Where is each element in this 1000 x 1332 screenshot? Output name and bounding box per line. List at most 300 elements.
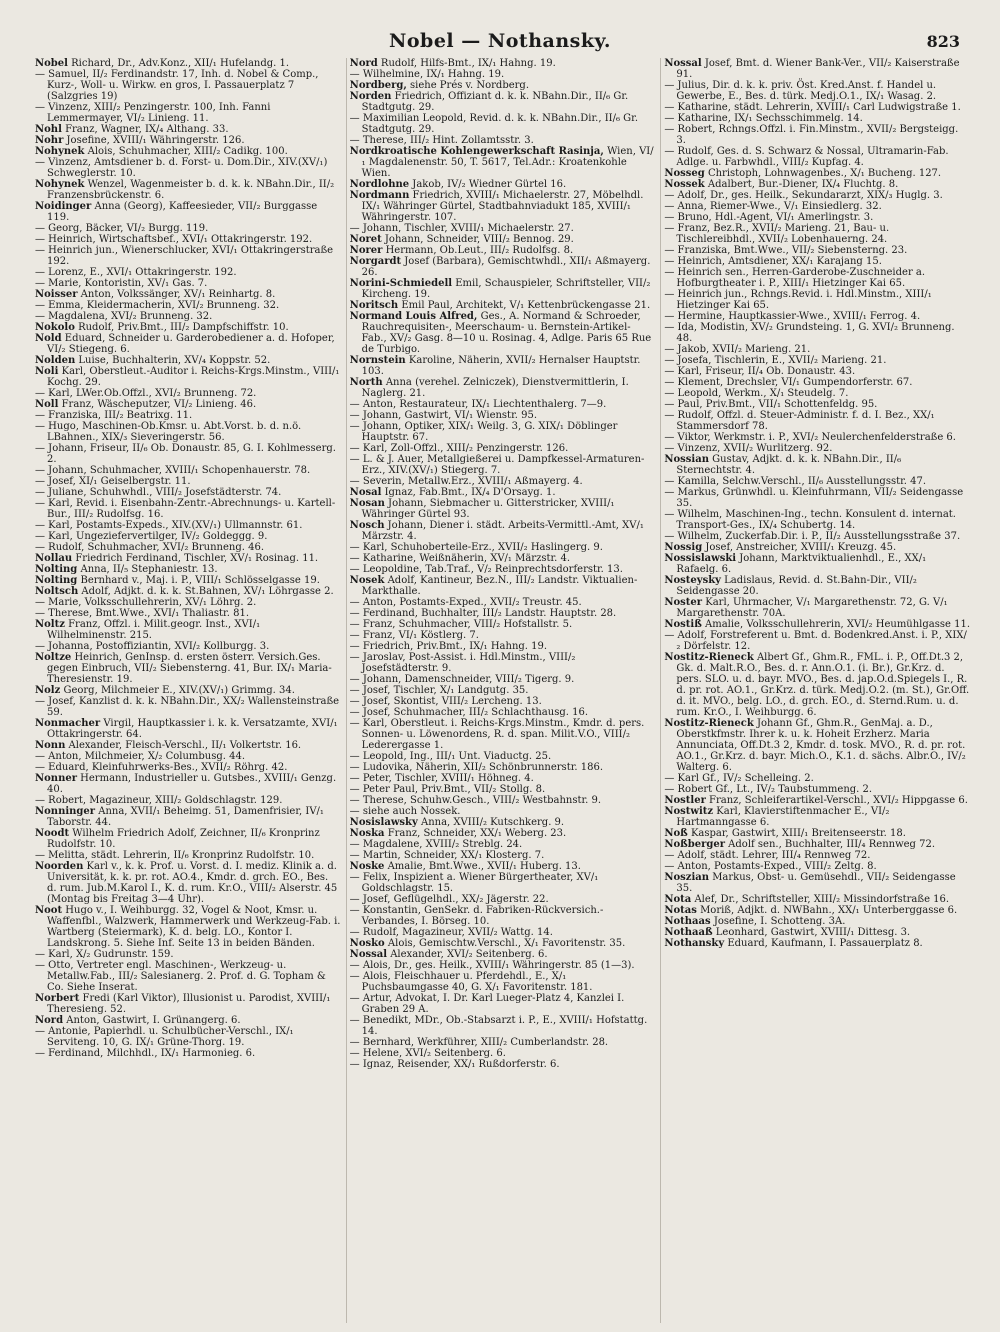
directory-entry <box>350 817 656 828</box>
entry-surname: Noltsch <box>35 586 79 597</box>
entry-surname: Norer <box>349 245 383 256</box>
directory-entry <box>350 762 656 773</box>
entry-surname: Nohynek <box>35 146 85 157</box>
directory-entry <box>664 509 970 531</box>
entry-details: — Johann, Damenschneider, VIII/₂ Tigerg. 9. <box>349 674 575 685</box>
directory-entry <box>35 960 341 993</box>
directory-entry <box>350 674 656 685</box>
entry-details: — Josef, Kanzlist d. k. k. NBahn.Dir., XX/₂ Wallensteinstraße 59. <box>35 696 340 718</box>
directory-entry <box>350 641 656 652</box>
entry-details: — Viktor, Werkmstr. i. P., XVI/₂ Neulerchenfelderstraße 6. <box>664 432 956 443</box>
entry-details: Alef, Dr., Schriftsteller, XIII/₂ Missindorfstraße 16. <box>691 894 950 905</box>
directory-entry <box>35 366 341 388</box>
entry-details: — Peter, Tischler, XVIII/₁ Höhneg. 4. <box>349 773 534 784</box>
entry-surname: Nordlohne <box>349 179 410 190</box>
entry-details: — Ida, Modistin, XV/₂ Grundsteing. 1, G. XVI/₂ Brunneng. 48. <box>664 322 955 344</box>
directory-entry <box>664 476 970 487</box>
entry-details: Anton, Volkssänger, XV/₁ Reinhartg. 8. <box>77 289 276 300</box>
directory-entry <box>664 201 970 212</box>
entry-details: Albert Gf., Ghm.R., FML. i. P., Off.Dt.3 2, Gk. d. Malt.R.O., Bes. d. r. Ann.O.1. (i. Br.), Gr.Krz. d. pers. SLO. u. d. bayr. MVO., Bes. d. jap.O.d.Spiegels I., R. d. pr. rot. AO.1., Gr.Krz. d. türk. Medj.O.2. (m. St.), Gr.Off. d. it. MVO., belg. LO., d. grch. EO., d. Sternd.Rum. u. d. rum. Kr.O., I. Weihburgg. 6. <box>676 652 970 718</box>
entry-surname: Nordkroatische Kohlengewerkschaft Rasinja, <box>349 146 604 157</box>
entry-details: — Magdalena, XVI/₂ Brunneng. 32. <box>35 311 213 322</box>
directory-entry <box>350 223 656 234</box>
entry-details: — Wilhelmine, IX/₁ Hahng. 19. <box>349 69 505 80</box>
directory-entry <box>35 157 341 179</box>
entry-surname: Noszian <box>664 872 710 883</box>
entry-surname: Nokolo <box>35 322 75 333</box>
directory-entry <box>664 311 970 322</box>
directory-entry <box>35 388 341 399</box>
entry-details: Franz, Offzl. i. Milit.geogr. Inst., XVI/₁ Wilhelminenstr. 215. <box>47 619 261 641</box>
column-1 <box>35 58 341 1323</box>
entry-details: Emil Paul, Architekt, V/₁ Kettenbrückengasse 21. <box>398 300 651 311</box>
directory-entry <box>350 135 656 146</box>
entry-details: — Johann, Gastwirt, VI/₁ Wienstr. 95. <box>349 410 538 421</box>
entry-details: — Franziska, Bmt.Wwe., VII/₂ Siebensterng. 23. <box>664 245 908 256</box>
entry-surname: Nosseg <box>664 168 705 179</box>
entry-details: — Franz, Schuhmacher, VIII/₂ Hofstallstr. 5. <box>349 619 573 630</box>
directory-entry <box>664 190 970 201</box>
entry-surname: Nosteysky <box>664 575 721 586</box>
directory-entry <box>350 234 656 245</box>
entry-details: — Heinrich jun., Rchngs.Revid. i. Hdl.Minstm., XIII/₁ Hietzinger Kai 65. <box>664 289 932 311</box>
directory-entry <box>664 146 970 168</box>
directory-entry <box>350 608 656 619</box>
directory-entry <box>350 861 656 872</box>
entry-surname: Nostitz-Rieneck <box>664 718 754 729</box>
directory-entry <box>350 256 656 278</box>
entry-details: Karoline, Näherin, XVII/₂ Hernalser Hauptstr. 103. <box>361 355 641 377</box>
directory-entry <box>664 245 970 256</box>
directory-entry <box>664 399 970 410</box>
entry-details: — Rudolf, Offzl. d. Steuer-Administr. f. d. I. Bez., XX/₁ Stammersdorf 78. <box>664 410 935 432</box>
entry-details: — Magdalene, XVIII/₂ Streblg. 24. <box>349 839 523 850</box>
directory-entry <box>664 366 970 377</box>
entry-surname: Nolting <box>35 564 78 575</box>
directory-entry <box>35 608 341 619</box>
directory-entry <box>35 399 341 410</box>
entry-details: Hugo v., I. Weihburgg. 32, Vogel & Noot, Kmsr. u. Waffenfbl., Walzwerk, Hammerwerk und Werkzeug-Fab. i. Wartberg (Steiermark), K. d. belg. LO., Kontor I. Landskrong. 5. Siehe Inf. Seite 13 in beiden Bänden. <box>47 905 341 949</box>
directory-entry <box>35 850 341 861</box>
directory-entry <box>664 124 970 146</box>
entry-details: Moriß, Adjkt. d. NWBahn., XX/₁ Unterberggasse 6. <box>696 905 958 916</box>
entry-details: — Franz, VI/₁ Köstlerg. 7. <box>349 630 479 641</box>
entry-details: — Felix, Inspizient a. Wiener Bürgertheater, XV/₁ Goldschlagstr. 15. <box>349 872 599 894</box>
entry-surname: Nolz <box>35 685 61 696</box>
directory-entry <box>35 520 341 531</box>
directory-entry <box>664 322 970 344</box>
directory-entry <box>35 201 341 223</box>
entry-details: — Therese, Bmt.Wwe., XVI/₁ Thaliastr. 81. <box>35 608 250 619</box>
directory-entry <box>350 707 656 718</box>
entry-surname: Notas <box>664 905 697 916</box>
entry-details: — Anna, Riemer-Wwe., V/₁ Einsiedlerg. 32. <box>664 201 882 212</box>
directory-entry <box>350 421 656 443</box>
directory-entry <box>35 135 341 146</box>
directory-entry <box>350 520 656 542</box>
directory-entry <box>35 751 341 762</box>
directory-entry <box>35 102 341 124</box>
directory-entry <box>35 1015 341 1026</box>
directory-entry <box>35 553 341 564</box>
entry-details: — Antonie, Papierhdl. u. Schulbücher-Verschl., IX/₁ Serviteng. 10, G. IX/₁ Grüne-Thorg. 19. <box>35 1026 294 1048</box>
directory-entry <box>35 69 341 102</box>
entry-details: — Josef, Geflügelhdl., XX/₂ Jägerstr. 22. <box>349 894 549 905</box>
directory-entry <box>350 872 656 894</box>
entry-surname: Noot <box>35 905 63 916</box>
entry-details: Ladislaus, Revid. d. St.Bahn-Dir., VII/₂ Seidengasse 20. <box>676 575 917 597</box>
directory-entry <box>664 377 970 388</box>
entry-details: — Samuel, II/₂ Ferdinandstr. 17, Inh. d. Nobel & Comp., Kurz-, Woll- u. Wirkw. en gros, I. Passauerplatz 7 (Salzgries 19) <box>35 69 319 102</box>
entry-details: — Adolf, Dr., ges. Heilk., Sekundararzt, XIX/₃ Huglg. 3. <box>664 190 943 201</box>
entry-details: Luise, Buchhalterin, XV/₄ Koppstr. 52. <box>75 355 271 366</box>
directory-entry <box>35 861 341 905</box>
directory-entry <box>350 971 656 993</box>
entry-details: Adolf sen., Buchhalter, III/₄ Rennweg 72. <box>725 839 936 850</box>
directory-entry <box>35 641 341 652</box>
entry-details: Wenzel, Wagenmeister b. d. k. k. NBahn.Dir., II/₂ Franzensbrückenstr. 6. <box>47 179 335 201</box>
entry-surname: Nordberg, <box>349 80 407 91</box>
entry-details: — Jakob, XVII/₂ Marieng. 21. <box>664 344 811 355</box>
directory-entry <box>35 531 341 542</box>
entry-details: — Paul, Priv.Bmt., VII/₁ Schottenfeldg. 95. <box>664 399 878 410</box>
entry-surname: Nossig <box>664 542 703 553</box>
entry-details: — Marie, Volksschullehrerin, XV/₁ Löhrg. 2. <box>35 597 257 608</box>
entry-details: — Leopold, Ing., III/₁ Unt. Viaductg. 25. <box>349 751 552 762</box>
directory-entry <box>664 168 970 179</box>
entry-surname: Nornstein <box>349 355 406 366</box>
directory-entry <box>350 828 656 839</box>
entry-details: Anna, XVII/₁ Beheimg. 51, Damenfrisier, IV/₁ Taborstr. 44. <box>47 806 324 828</box>
entry-details: Hermann, Ob.Leut., III/₂ Rudolfsg. 8. <box>382 245 574 256</box>
entry-details: Markus, Obst- u. Gemüsehdl., VII/₂ Seidengasse 35. <box>676 872 956 894</box>
directory-entry <box>35 773 341 795</box>
directory-entry <box>350 113 656 135</box>
directory-entry <box>35 278 341 289</box>
directory-entry <box>664 454 970 476</box>
directory-entry <box>35 762 341 773</box>
entry-details: — Severin, Metallw.Erz., XVIII/₁ Aßmayerg. 4. <box>349 476 583 487</box>
directory-entry <box>350 1037 656 1048</box>
entry-details: Franz, Wäscheputzer, VI/₂ Linieng. 46. <box>58 399 257 410</box>
directory-entry <box>35 949 341 960</box>
directory-entry <box>664 916 970 927</box>
directory-entry <box>350 377 656 399</box>
directory-entry <box>664 388 970 399</box>
entry-details: — Adolf, Forstreferent u. Bmt. d. Bodenkred.Anst. i. P., XIX/₂ Dörfelstr. 12. <box>664 630 967 652</box>
directory-entry <box>35 905 341 949</box>
entry-details: — Marie, Kontoristin, XV/₁ Gas. 7. <box>35 278 208 289</box>
entry-details: — Adolf, städt. Lehrer, III/₄ Rennweg 72. <box>664 850 871 861</box>
entry-details: — Robert, Magazineur, XIII/₂ Goldschlagstr. 129. <box>35 795 283 806</box>
entry-details: Alois, Schuhmacher, XIII/₂ Cadikg. 100. <box>84 146 288 157</box>
entry-details: Rudolf, Priv.Bmt., III/₂ Dampfschiffstr. 10. <box>74 322 289 333</box>
entry-details: — Vinzenz, XIII/₂ Penzingerstr. 100, Inh. Fanni Lemmermayer, VI/₂ Linieng. 11. <box>35 102 271 124</box>
entry-details: — Karl, Ungeziefervertilger, IV/₂ Goldeggg. 9. <box>35 531 268 542</box>
directory-entry <box>35 575 341 586</box>
entry-details: Anton, Gastwirt, I. Grünangerg. 6. <box>63 1015 241 1026</box>
entry-details: — Johann, Schuhmacher, XVIII/₁ Schopenhauerstr. 78. <box>35 465 311 476</box>
entry-details: Richard, Dr., Adv.Konz., XII/₁ Hufelandg. 1. <box>67 58 290 69</box>
entry-details: Josef, Anstreicher, XVIII/₁ Kreuzg. 45. <box>702 542 897 553</box>
directory-entry <box>350 905 656 927</box>
entry-details: — Johann, Optiker, XIX/₁ Weilg. 3, G. XIX/₁ Döblinger Hauptstr. 67. <box>349 421 618 443</box>
directory-entry <box>35 806 341 828</box>
directory-entry <box>664 432 970 443</box>
directory-entry <box>350 146 656 179</box>
directory-entry <box>350 311 656 355</box>
directory-entry <box>35 311 341 322</box>
directory-entry <box>350 91 656 113</box>
directory-entry <box>35 597 341 608</box>
directory-entry <box>350 443 656 454</box>
directory-entry <box>35 586 341 597</box>
directory-entry <box>35 696 341 718</box>
directory-entry <box>664 773 970 784</box>
directory-entry <box>35 1026 341 1048</box>
directory-entry <box>350 685 656 696</box>
entry-details: — Maximilian Leopold, Revid. d. k. k. NBahn.Dir., II/₆ Gr. Stadtgutg. 29. <box>349 113 639 135</box>
entry-surname: Nossal <box>349 949 388 960</box>
entry-surname: Nobel <box>35 58 68 69</box>
entry-details: Gustav, Adjkt. d. k. k. NBahn.Dir., II/₆ Sternechtstr. 4. <box>676 454 902 476</box>
directory-entry <box>664 487 970 509</box>
entry-details: — Anton, Postamts-Exped., XVII/₂ Treustr. 45. <box>349 597 582 608</box>
entry-surname: Nosislawsky <box>349 817 418 828</box>
entry-details: — Josef, XI/₁ Geiselbergstr. 11. <box>35 476 191 487</box>
directory-entry <box>350 179 656 190</box>
entry-details: — Therese, III/₂ Hint. Zollamtsstr. 3. <box>349 135 534 146</box>
directory-entry <box>664 113 970 124</box>
directory-entry <box>35 828 341 850</box>
directory-entry <box>350 278 656 300</box>
entry-details: — Ferdinand, Milchhdl., IX/₁ Harmonieg. 6. <box>35 1048 256 1059</box>
columns <box>35 58 970 1323</box>
directory-entry <box>664 575 970 597</box>
entry-details: Johann Gf., Ghm.R., GenMaj. a. D., Oberstkfmstr. Ihrer k. u. k. Hoheit Erzherz. Maria Annunciata, Off.Dt.3 2, Kmdr. d. tosk. MVO., R. d. pr. rot. AO.1., Gr.Krz. d. bayr. Mich.O., K.1. d. sächs. Albr.O., IV/₂ Walterg. 6. <box>676 718 966 773</box>
entry-surname: Nosal <box>349 487 382 498</box>
entry-details: — Josefa, Tischlerin, E., XVII/₂ Marieng. 21. <box>664 355 887 366</box>
directory-entry <box>350 619 656 630</box>
entry-surname: Norbert <box>35 993 80 1004</box>
entry-details: — Wilhelm, Zuckerfab.Dir. i. P., II/₂ Ausstellungsstraße 37. <box>664 531 961 542</box>
directory-entry <box>664 938 970 949</box>
entry-details: — siehe auch Nossek. <box>349 806 461 817</box>
entry-details: — Johann, Friseur, II/₆ Ob. Donaustr. 85, G. I. Kohlmesserg. 2. <box>35 443 336 465</box>
entry-surname: Nonn <box>35 740 66 751</box>
entry-surname: Nolden <box>35 355 76 366</box>
directory-entry <box>664 102 970 113</box>
directory-entry <box>664 850 970 861</box>
directory-entry <box>664 619 970 630</box>
entry-surname: Nohr <box>35 135 64 146</box>
entry-details: — Peter Paul, Priv.Bmt., VII/₂ Stollg. 8. <box>349 784 546 795</box>
entry-details: — Kamilla, Selchw.Verschl., II/₆ Ausstellungsstr. 47. <box>664 476 927 487</box>
entry-details: Wien, VI/₁ Magdalenenstr. 50, T. 5617, Tel.Adr.: Kroatenkohle Wien. <box>361 146 654 179</box>
entry-surname: Nolting <box>35 575 78 586</box>
directory-entry <box>350 718 656 751</box>
entry-details: — Helene, XVI/₂ Seitenberg. 6. <box>349 1048 506 1059</box>
directory-entry <box>350 80 656 91</box>
directory-entry <box>35 443 341 465</box>
directory-entry <box>350 806 656 817</box>
directory-entry <box>350 190 656 223</box>
directory-entry <box>35 146 341 157</box>
entry-details: — Alois, Dr., ges. Heilk., XVIII/₁ Währingerstr. 85 (1—3). <box>349 960 635 971</box>
entry-details: Ges., A. Normand & Schroeder, Rauchrequisiten-, Meerschaum- u. Bernstein-Artikel-Fab., XV/₂ Gasg. 8—10 u. Rosinag. 4, Adlge. Paris 65 Rue de Turbigo. <box>361 311 652 355</box>
directory-entry <box>350 630 656 641</box>
entry-surname: Nosan <box>349 498 385 509</box>
directory-entry <box>350 355 656 377</box>
entry-details: — Rudolf, Magazineur, XVII/₂ Wattg. 14. <box>349 927 553 938</box>
entry-details: — Johanna, Postoffiziantin, XVI/₂ Kollburgg. 3. <box>35 641 270 652</box>
entry-surname: Nostler <box>664 795 706 806</box>
entry-details: — Karl, Revid. i. Eisenbahn-Zentr.-Abrechnungs- u. Kartell-Bur., III/₂ Rudolfsg. 16. <box>35 498 336 520</box>
directory-entry <box>350 784 656 795</box>
entry-surname: Nostwitz <box>664 806 714 817</box>
entry-details: — Vinzenz, XVII/₂ Wurlitzerg. 92. <box>664 443 833 454</box>
entry-details: Adolf, Kantineur, Bez.N., III/₂ Landstr. Viktualien-Markthalle. <box>361 575 638 597</box>
entry-details: — Ignaz, Reisender, XX/₁ Rußdorferstr. 6. <box>349 1059 560 1070</box>
entry-details: — Eduard, Kleinfuhrwerks-Bes., XVII/₂ Röhrg. 42. <box>35 762 288 773</box>
entry-details: — Katharine, Weißnäherin, XV/₁ Märzstr. 4. <box>349 553 571 564</box>
entry-details: — Anton, Postamts-Exped., VIII/₂ Zeltg. 8. <box>664 861 877 872</box>
directory-entry <box>35 1048 341 1059</box>
directory-entry <box>35 740 341 751</box>
entry-details: — Leopoldine, Tab.Traf., V/₂ Reinprechtsdorferstr. 13. <box>349 564 623 575</box>
directory-entry <box>35 498 341 520</box>
entry-surname: Norgardt <box>349 256 402 267</box>
entry-details: Josef (Barbara), Gemischtwhdl., XII/₁ Aßmayerg. 26. <box>361 256 651 278</box>
entry-details: Ignaz, Fab.Bmt., IX/₄ D'Orsayg. 1. <box>381 487 556 498</box>
entry-details: Kaspar, Gastwirt, XIII/₁ Breitenseerstr. 18. <box>687 828 906 839</box>
entry-details: — Jaroslav, Post-Assist. i. Hdl.Minstm., VIII/₂ Josefstädterstr. 9. <box>349 652 576 674</box>
directory-entry <box>35 124 341 135</box>
directory-entry <box>35 465 341 476</box>
entry-details: Leonhard, Gastwirt, XVIII/₁ Dittesg. 3. <box>712 927 911 938</box>
directory-entry <box>664 828 970 839</box>
directory-entry <box>350 1059 656 1070</box>
entry-details: — Josef, Schuhmacher, III/₂ Schlachthausg. 16. <box>349 707 589 718</box>
entry-details: — Georg, Bäcker, VI/₂ Burgg. 119. <box>35 223 209 234</box>
directory-entry <box>350 938 656 949</box>
directory-entry <box>664 718 970 773</box>
entry-surname: Noltz <box>35 619 65 630</box>
directory-entry <box>664 861 970 872</box>
directory-entry <box>350 894 656 905</box>
entry-surname: Nohl <box>35 124 62 135</box>
directory-entry <box>350 58 656 69</box>
entry-details: — Katharine, IX/₁ Sechsschimmelg. 14. <box>664 113 863 124</box>
entry-surname: Nostitz-Rieneck <box>664 652 754 663</box>
entry-details: Emil, Schauspieler, Schriftsteller, VII/₂ Kircheng. 19. <box>361 278 651 300</box>
directory-entry <box>35 542 341 553</box>
entry-details: Karl v., k. k. Prof. u. Vorst. d. I. mediz. Klinik a. d. Universität, k. k. pr. rot. AO.4., Kmdr. d. grch. EO., Bes. d. rum. Jub.M.Karol I., K. d. rum. Kr.O., VIII/₂ Alserstr. 45 (Montag bis Freitag 3—4 Uhr). <box>47 861 338 905</box>
entry-details: — Heinrich sen., Herren-Garderobe-Zuschneider a. Hofburgtheater i. P., XIII/₁ Hietzinger Kai 65. <box>664 267 926 289</box>
entry-details: — Franz, Bez.R., XVII/₂ Marieng. 21, Bau- u. Tischlereibhdl., XVII/₂ Lobenhauerng. 24. <box>664 223 890 245</box>
directory-entry <box>35 333 341 355</box>
entry-details: — Anton, Restaurateur, IX/₁ Liechtenthalerg. 7—9. <box>349 399 607 410</box>
entry-details: Karl, Oberstleut.-Auditor i. Reichs-Krgs.Minstm., VIII/₁ Kochg. 29. <box>47 366 340 388</box>
entry-surname: Noodt <box>35 828 70 839</box>
entry-surname: Nordmann <box>349 190 410 201</box>
entry-surname: Nosko <box>349 938 385 949</box>
directory-entry <box>35 322 341 333</box>
directory-entry <box>35 487 341 498</box>
entry-details: — Martin, Schneider, XX/₁ Klosterg. 7. <box>349 850 545 861</box>
directory-entry <box>35 355 341 366</box>
directory-entry <box>35 564 341 575</box>
directory-entry <box>35 58 341 69</box>
entry-surname: Nord <box>35 1015 64 1026</box>
entry-details: — Konstantin, GenSekr. d. Fabriken-Rückversich.-Verbandes, I. Börseg. 10. <box>349 905 604 927</box>
entry-details: — Karl, Schuhoberteile-Erz., XVII/₂ Haslingerg. 9. <box>349 542 603 553</box>
directory-entry <box>664 212 970 223</box>
directory-entry <box>664 179 970 190</box>
entry-details: Virgil, Hauptkassier i. k. k. Versatzamte, XVI/₁ Ottakringerstr. 64. <box>47 718 338 740</box>
entry-details: — Johann, Tischler, XVIII/₁ Michaelerstr. 27. <box>349 223 574 234</box>
entry-details: siehe Prés v. Nordberg. <box>406 80 529 91</box>
entry-details: Wilhelm Friedrich Adolf, Zeichner, II/₆ Kronprinz Rudolfstr. 10. <box>47 828 320 850</box>
directory-entry <box>664 223 970 245</box>
entry-details: — Robert Gf., Lt., IV/₂ Taubstummeng. 2. <box>664 784 873 795</box>
entry-surname: Nothaaß <box>664 927 713 938</box>
entry-details: — Rudolf, Schuhmacher, XVI/₂ Brunneng. 46. <box>35 542 265 553</box>
entry-details: — Hermine, Hauptkassier-Wwe., XVIII/₁ Ferrog. 4. <box>664 311 921 322</box>
entry-surname: Nossislawski <box>664 553 737 564</box>
entry-details: — Rudolf, Ges. d. S. Schwarz & Nossal, Ultramarin-Fab. Adlge. u. Farbwhdl., VIII/₂ Kupfag. 4. <box>664 146 949 168</box>
entry-surname: Noßberger <box>664 839 725 850</box>
entry-surname: Nossian <box>664 454 709 465</box>
entry-details: — Benedikt, MDr., Ob.-Stabsarzt i. P., E., XVIII/₁ Hofstattg. 14. <box>349 1015 648 1037</box>
column-2 <box>346 58 656 1323</box>
entry-details: Franz, Schleiferartikel-Verschl., XVI/₂ Hippgasse 6. <box>705 795 968 806</box>
entry-details: — Otto, Vertreter engl. Maschinen-, Werkzeug- u. Metallw.Fab., III/₂ Salesianerg. 2. Prof. d. G. Topham & Co. Siehe Inserat. <box>35 960 326 993</box>
entry-details: — Alois, Fleischhauer u. Pferdehdl., E., X/₁ Puchsbaumgasse 40, G. X/₁ Favoritenstr. 181. <box>349 971 593 993</box>
entry-surname: Noritsch <box>349 300 399 311</box>
directory-entry <box>350 927 656 938</box>
entry-details: Eduard, Kaufmann, I. Passauerplatz 8. <box>724 938 923 949</box>
entry-surname: Normand Louis Alfred, <box>349 311 478 322</box>
directory-entry <box>664 344 970 355</box>
directory-entry <box>350 751 656 762</box>
directory-entry <box>350 993 656 1015</box>
directory-entry <box>350 652 656 674</box>
entry-details: — Ludovika, Näherin, XII/₂ Schönbrunnerstr. 186. <box>349 762 604 773</box>
entry-details: Fredi (Karl Viktor), Illusionist u. Parodist, XVIII/₁ Theresieng. 52. <box>47 993 331 1015</box>
directory-entry <box>35 300 341 311</box>
entry-surname: Nostiß <box>664 619 702 630</box>
entry-details: Josefine, XVIII/₁ Währingerstr. 126. <box>63 135 245 146</box>
directory-entry <box>664 80 970 102</box>
entry-details: — Markus, Grünwhdl. u. Kleinfuhrmann, VII/₂ Seidengasse 35. <box>664 487 964 509</box>
entry-details: Karl, Uhrmacher, V/₁ Margarethenstr. 72, G. V/₁ Margarethenstr. 70A. <box>676 597 948 619</box>
entry-details: — Josef, Tischler, X/₁ Landgutg. 35. <box>349 685 529 696</box>
directory-entry <box>35 476 341 487</box>
directory-entry <box>664 784 970 795</box>
entry-surname: Noidinger <box>35 201 92 212</box>
entry-details: Adalbert, Bur.-Diener, IX/₄ Fluchtg. 8. <box>704 179 899 190</box>
directory-entry <box>664 795 970 806</box>
entry-details: Anna (verehel. Zelniczek), Dienstvermittlerin, I. Naglerg. 21. <box>361 377 629 399</box>
entry-surname: Nonner <box>35 773 77 784</box>
directory-entry <box>664 542 970 553</box>
entry-surname: Nossal <box>664 58 702 69</box>
directory-entry <box>350 960 656 971</box>
entry-details: — Juliane, Schuhwhdl., VIII/₂ Josefstädterstr. 74. <box>35 487 282 498</box>
directory-entry <box>664 58 970 80</box>
entry-details: Amalie, Volksschullehrerin, XVI/₂ Heumühlgasse 11. <box>701 619 970 630</box>
